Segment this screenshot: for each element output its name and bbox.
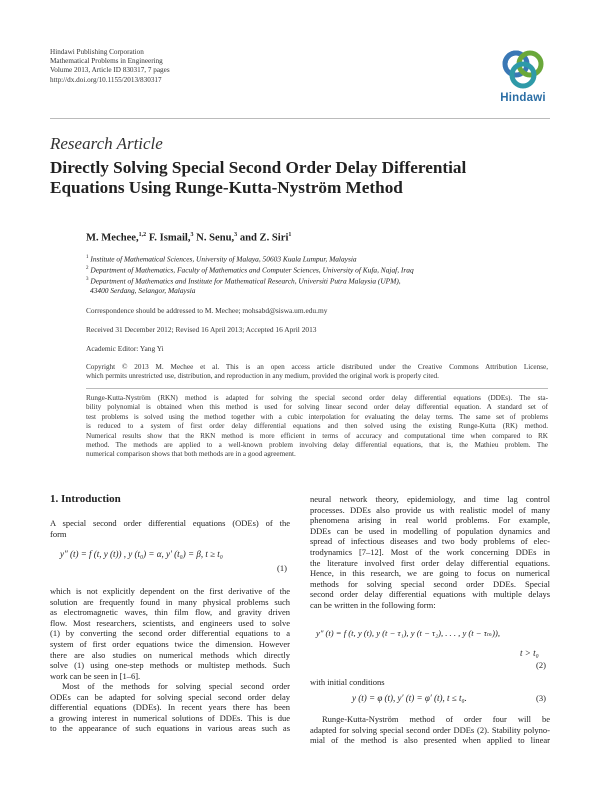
affiliation: $^2$ Department of Mathematics, Faculty of Mathematics and Computer Sciences, University of Kufa, Najaf, Iraq bbox=[86, 265, 414, 275]
equation-3: y (t) = φ (t), y′ (t) = φ′ (t), t ≤ t₀. bbox=[352, 693, 467, 703]
section-heading: 1. Introduction bbox=[50, 493, 121, 505]
author-sup: 3 bbox=[234, 232, 238, 238]
equation-2-number: (2) bbox=[536, 660, 546, 670]
abstract-rule bbox=[86, 388, 548, 389]
equation-2: y″ (t) = f (t, y (t), y (t − τ₁), y (t − τ₂), . . . , y (t − τₘ)), bbox=[316, 628, 500, 638]
hindawi-logo bbox=[494, 48, 552, 108]
author-name: N. Senu, bbox=[196, 232, 235, 244]
equation-1-number: (1) bbox=[277, 563, 287, 573]
author-name: M. Mechee, bbox=[86, 232, 139, 244]
right-column-p3: Runge-Kutta-Nyström method of order four will be adapted for solving special second order DDEs (2). Stability polyno- mial of the method is also presented when applied to linear bbox=[310, 714, 550, 746]
article-type: Research Article bbox=[50, 134, 163, 153]
right-column-p2: with initial conditions bbox=[310, 677, 385, 687]
author-sup: 3 bbox=[190, 232, 194, 238]
journal-name: Mathematical Problems in Engineering bbox=[50, 57, 163, 66]
left-column-p2: which is not explicitly dependent on the first derivative of the solution are frequently found in many physical problems such as electromagnetic waves, thin film flow, and gravity driven flow. Most researchers, scientists, and engineers used to solve (1) by converting the second order differential equations to a system of first order equations twice the dimension. However there are also studies on numerical methods which directly solve (1) using one-step methods or multistep methods. Such work can be seen in [1–6]. bbox=[50, 586, 290, 681]
equation-3-number: (3) bbox=[536, 693, 546, 703]
equation-1: y″ (t) = f (t, y (t)) , y (t₀) = α, y′ (t₀) = β, t ≥ t₀ bbox=[60, 549, 223, 559]
author-list bbox=[86, 232, 291, 244]
dates: Received 31 December 2012; Revised 16 April 2013; Accepted 16 April 2013 bbox=[86, 325, 317, 334]
equation-2-condition: t > t₀ bbox=[520, 648, 539, 658]
copyright-notice: Copyright © 2013 M. Mechee et al. This is an open access article distributed under the Creative Commons Attribution License, which permits unrestricted use, distribution, and reproduction in any medium, provided the original work is properly cited. bbox=[86, 363, 548, 381]
author-sup: 1,2 bbox=[138, 232, 147, 238]
title-line: Directly Solving Special Second Order Delay Differential bbox=[50, 158, 467, 177]
header-rule bbox=[50, 118, 550, 119]
doi-link[interactable]: http://dx.doi.org/10.1155/2013/830317 bbox=[50, 75, 162, 84]
publisher: Hindawi Publishing Corporation bbox=[50, 48, 144, 56]
right-column-p1: neural network theory, epidemiology, and time lag control processes. DDEs also provide us with realistic model of many phenomena arising in real world problems. For example, DDEs can be used in modelling of population dynamics and spread of infectious diseases and two body problems of elec- trodynamics [7–12]. Most of the work concerning DDEs in the literature involved first order delay differential equations. Hence, in this research, we are going to focus on numerical methods for solving special second order DDEs. Special second order delay differential equations with multiple delays can be written in the following form: bbox=[310, 494, 550, 610]
affiliations bbox=[86, 253, 414, 296]
hindawi-logo-icon bbox=[494, 48, 552, 92]
affiliation: $^3$ Department of Mathematics and Institute for Mathematical Research, Universiti Putra Malaysia (UPM), bbox=[86, 276, 401, 286]
affiliation: 43400 Serdang, Selangor, Malaysia bbox=[90, 286, 196, 296]
author-name: and Z. Siri bbox=[239, 232, 289, 244]
journal-header bbox=[50, 48, 170, 85]
abstract: Runge-Kutta-Nyström (RKN) method is adapted for solving the special second order delay differential equations (DDEs). The sta- bility polynomial is obtained when this method is used for solving linear second order delay differential equation. A standard set of test problems is solved using the method together with a cubic interpolation for evaluating the delay terms. The same set of problems is reduced to a system of first order delay differential equations and then solved using the existing Runge-Kutta (RK) method. Numerical results show that the RKN method is more efficient in terms of accuracy and computational time when compared to RK method. The methods are applied to a well-known problem involving delay differential equations, that is, the Mathieu problem. The numerical comparison shows that both methods are in a good agreement. bbox=[86, 394, 548, 459]
left-column-p1: A special second order differential equations (ODEs) of the form bbox=[50, 518, 290, 539]
affiliation: $^1$ Institute of Mathematical Sciences, University of Malaya, 50603 Kuala Lumpur, Malaysia bbox=[86, 254, 357, 264]
article-title bbox=[50, 158, 550, 198]
author-name: F. Ismail, bbox=[148, 232, 191, 244]
logo-text: Hindawi bbox=[500, 92, 546, 104]
correspondence: Correspondence should be addressed to M. Mechee; mohsabd@siswa.um.edu.my bbox=[86, 306, 328, 315]
title-line: Equations Using Runge-Kutta-Nyström Method bbox=[50, 178, 403, 197]
volume-line: Volume 2013, Article ID 830317, 7 pages bbox=[50, 66, 170, 75]
author-sup: 1 bbox=[288, 232, 292, 238]
academic-editor: Academic Editor: Yang Yi bbox=[86, 344, 164, 353]
left-column-p3: Most of the methods for solving special second order ODEs can be adapted for solving special second order delay differential equations (DDEs). In recent years there has been a growing interest in numerical solutions of DDEs. This is due to the appearance of such equations in various areas such as bbox=[50, 681, 290, 734]
